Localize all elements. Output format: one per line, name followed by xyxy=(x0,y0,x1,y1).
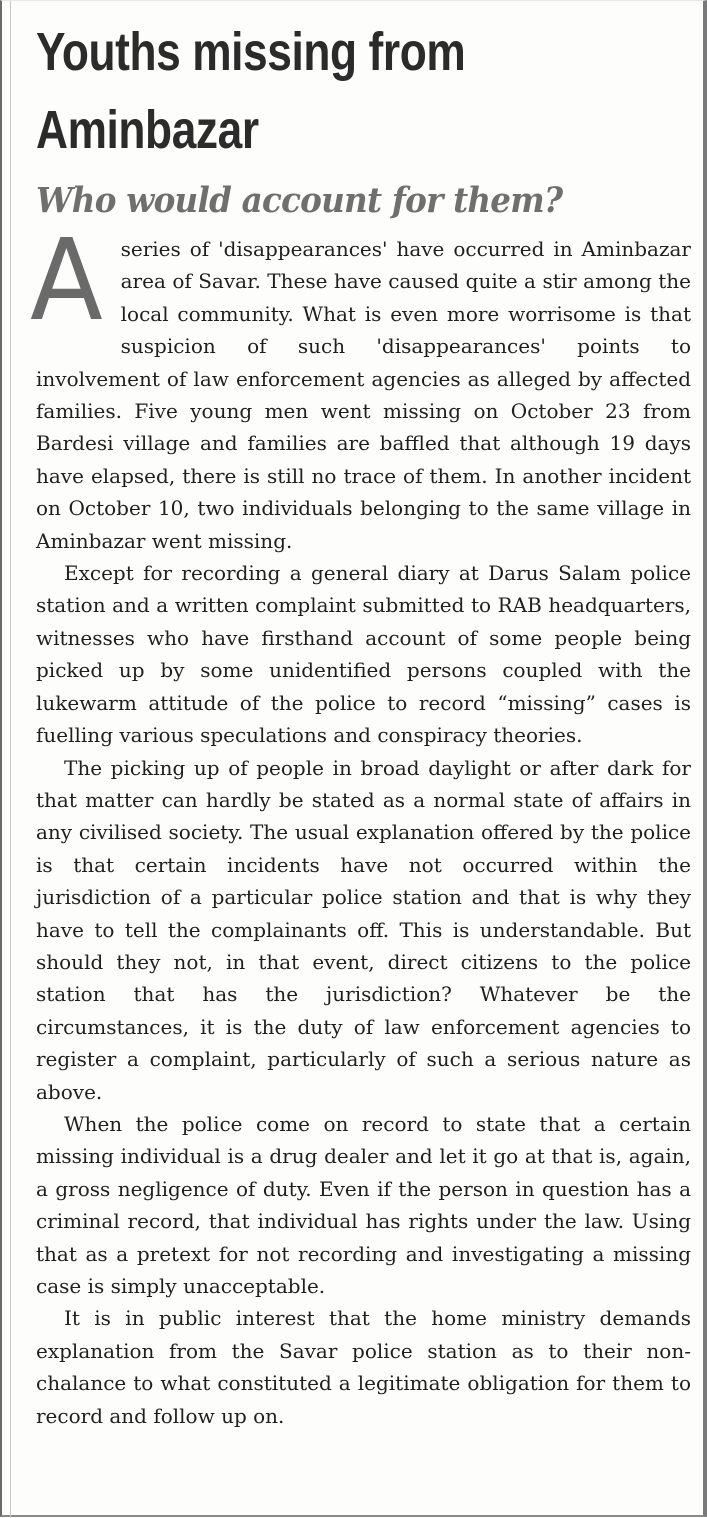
drop-cap: A xyxy=(30,216,103,346)
paragraph-1 xyxy=(30,216,691,557)
headline-line-1: Youths missing from xyxy=(36,22,466,82)
paragraph-1-text: series of 'disappearances' have occurred in Aminbazar area of Savar. These have caused quite a stir among the local community. What is even more worrisome is that suspicion of such 'disappearances' points to involvement of law enforcement agencies as alleged by affected families. Five young men went missing on October 23 from Bardesi village and families are baffled that although 19 days have elapsed, there is still no trace of them. In another incident on October 10, two individuals belonging to the same village in Aminbazar went missing. xyxy=(36,237,691,553)
headline-line-2: Aminbazar xyxy=(36,100,259,160)
paragraph-2: Except for recording a general diary at Darus Salam police station and a written complaint submitted to RAB headquarters, witnesses who have firsthand account of some people being picked up by some unidentified persons coupled with the lukewarm attitude of the police to record “missing” cases is fuelling various speculations and conspiracy theories. xyxy=(36,561,691,748)
paragraph-4: When the police come on record to state that a certain missing individual is a drug dealer and let it go at that is, again, a gross negligence of duty. Even if the person in question has a criminal record, that individual has rights under the law. Using that as a pretext for not recording and investigating a missing case is simply unacceptable. xyxy=(36,1111,691,1298)
headline xyxy=(36,13,577,169)
paragraph-3: The picking up of people in broad daylight or after dark for that matter can hardly be stated as a normal state of affairs in any civilised society. The usual explanation offered by the police is that certain incidents have not occurred within the jurisdiction of a particular police station and that is why they have to tell the complainants off. This is understandable. But should they not, in that event, direct citizens to the police station that has the jurisdiction? Whatever be the circumstances, it is the duty of law enforcement agencies to register a complaint, particularly of such a serious nature as above. xyxy=(36,755,691,1104)
article-body xyxy=(30,216,691,1432)
subheadline: Who would account for them? xyxy=(36,180,563,221)
paragraph-5: It is in public interest that the home ministry demands explanation from the Savar police station as to their nonchalance to what constituted a legitimate obligation for them to record and follow up on. xyxy=(36,1306,691,1428)
